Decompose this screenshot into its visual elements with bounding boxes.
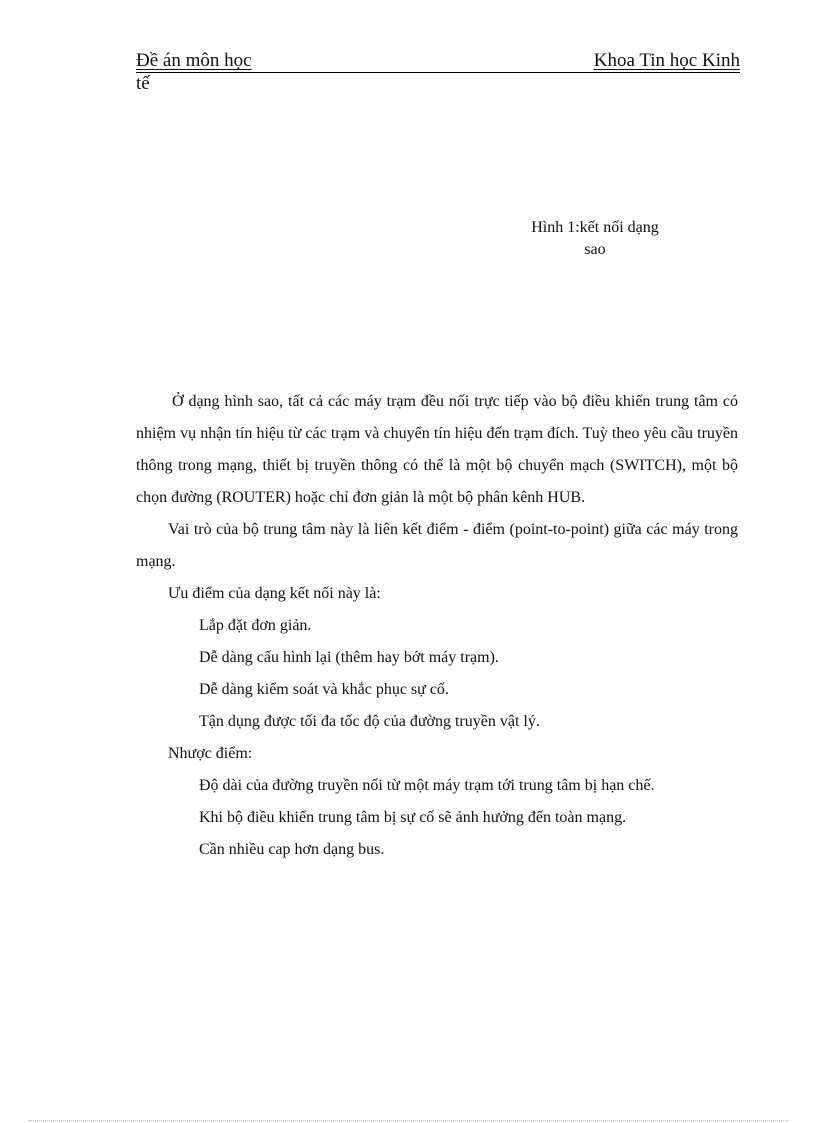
paragraph-central-role: Vai trò của bộ trung tâm này là liên kết điểm - điểm (point-to-point) giữa các máy trong mạng. bbox=[136, 521, 738, 570]
advantage-item: Lắp đặt đơn giản. bbox=[199, 617, 312, 634]
document-body bbox=[136, 386, 738, 866]
advantage-item: Tận dụng được tối đa tốc độ của đường truyền vật lý. bbox=[199, 713, 540, 730]
disadvantage-item: Độ dài của đường truyền nối từ một máy trạm tới trung tâm bị hạn chế. bbox=[199, 777, 655, 794]
advantage-item: Dễ dàng cấu hình lại (thêm hay bớt máy trạm). bbox=[199, 649, 499, 666]
paragraph-star-topology: Ở dạng hình sao, tất cả các máy trạm đều nối trực tiếp vào bộ điều khiển trung tâm có nhiệm vụ nhận tín hiệu từ các trạm và chuyển tín hiệu đến trạm đích. Tuỳ theo yêu cầu truyền thông trong mạng, thiết bị truyền thông có thể là một bộ chuyển mạch (SWITCH), một bộ chọn đường (ROUTER) hoặc chỉ đơn giản là một bộ phân kênh HUB. bbox=[136, 393, 738, 506]
disadvantages-heading: Nhược điểm: bbox=[168, 745, 253, 762]
disadvantage-item: Cần nhiều cap hơn dạng bus. bbox=[199, 841, 385, 858]
advantage-item: Dễ dàng kiểm soát và khắc phục sự cố. bbox=[199, 681, 449, 698]
header-faculty: Khoa Tin học Kinh bbox=[593, 50, 740, 71]
page-bottom-divider bbox=[28, 1120, 788, 1121]
figure-caption-line-2: sao bbox=[584, 241, 606, 258]
disadvantage-item: Khi bộ điều khiển trung tâm bị sự cố sẽ ảnh hưởng đến toàn mạng. bbox=[199, 809, 627, 826]
page-header bbox=[136, 50, 740, 73]
header-course-title: Đề án môn học bbox=[136, 50, 252, 71]
figure-caption bbox=[505, 217, 685, 261]
advantages-heading: Ưu điểm của dạng kết nối này là: bbox=[168, 585, 381, 602]
header-faculty-continuation: tế bbox=[136, 73, 150, 94]
figure-caption-line-1: Hình 1:kết nối dạng bbox=[531, 219, 659, 236]
